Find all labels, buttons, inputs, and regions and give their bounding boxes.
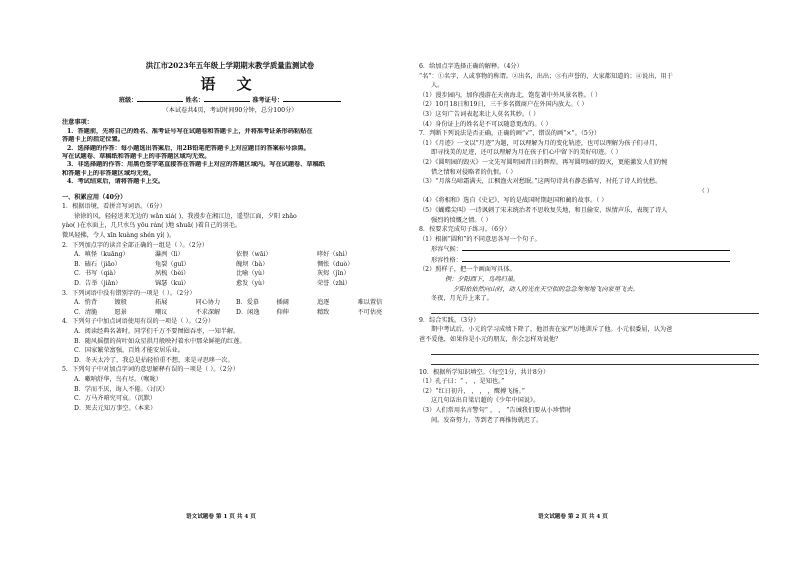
- question-4-option: B．随风摇摆的荷叶如众星拱月般映衬着水中那朵鲜艳的红莲。: [74, 337, 246, 345]
- question-9-text: 爸不爱他，如果你是小元的朋友，你会怎样劝说他？: [419, 336, 562, 344]
- question-7-stem: 7．判断下列说法是否正确，正确的画“√”，错误的画“×”。（5分）: [419, 130, 601, 138]
- note-line: 3．非选择题的作答：用黑色签字笔直接答在答题卡上对应的答题区域内。写在试题卷、草稿纸: [67, 161, 325, 169]
- answer-line[interactable]: [431, 345, 759, 355]
- page-2: [419, 62, 763, 425]
- question-5-stem: 5．下列句子中对加点字词的意思解释有误的一项是（ ）。（2分）: [62, 366, 239, 374]
- question-6-item: （2）10月18日和19日，三千多名微商户在外国内放大。（ ）: [419, 101, 588, 109]
- answer-line-climate: 形容气候：: [419, 244, 763, 255]
- answer-line-character: 形容性格：: [419, 255, 763, 266]
- question-2-option-row: D．告举（jiǎn） 锦瑟（kuì） 愈发（yù） 荣誉（zhì）: [74, 279, 351, 287]
- question-5-option: A．嗽呐舒华，鸟有尽。（喉咙）: [74, 375, 162, 383]
- question-7-item: （2）《圆明园的毁灭》一文先写圆明园昔日的辉煌，再写圆明园的毁灭，更能激发人们的惋: [419, 158, 668, 166]
- question-6-definitions: 人。: [431, 82, 444, 90]
- note-line: 答题卡上的指定位置。: [62, 136, 124, 144]
- question-7-item: 即寻找美的足迹，还可以理解为月在孩子们心中留下的美好印迹。（ ）: [431, 149, 622, 157]
- question-10-item: （1）孔子曰：“ ， ，是知也。”: [419, 378, 505, 386]
- example-sentence: 例：夕阳西下，鸟鸣归巢。: [445, 276, 520, 284]
- note-line: 4．考试结束后，请将答题卡上交。: [67, 178, 165, 186]
- question-9-stem: 9．综合实践。（3分）: [419, 316, 480, 324]
- question-4-option: A．阅读经典名著时，同学们千万不要囫囵吞枣，一知半解。: [74, 327, 240, 335]
- page-2-footer: 语文试题卷 第 2 页 共 4 页: [538, 514, 608, 520]
- example-prompt: 冬夜，月光升上来了。: [431, 295, 493, 303]
- question-7-item: （5）《蝴蝶尖叫》一诗讽刺了宋末统治者不思收复失地，和且偷安、纵情声乐，表现了诗人: [419, 206, 668, 214]
- id-blank[interactable]: [283, 95, 341, 102]
- note-line: 和答题卡上的非答题区域均无效。: [62, 169, 155, 177]
- name-blank[interactable]: [204, 95, 250, 102]
- question-8-sub: （1）根据“圆和”的不同意思各写一个句子。: [419, 235, 541, 243]
- question-5-option: C．万马齐喑究可哀。（沉默）: [74, 395, 157, 403]
- question-6-definitions: “名”：①名字，人或事物的称谓。②出名，出出；③有声誉的，大家都知道的；④说出，用于: [419, 72, 673, 80]
- question-10-item: 这几句话出自梁启超的《少年中国说》。: [431, 397, 540, 405]
- notes-heading: 注意事项：: [62, 119, 93, 127]
- question-2-stem: 2．下列加点字的读音全部正确的一组是（ ）。（2分）: [62, 241, 208, 249]
- question-2-option-row: A．嗔怪（kuāng） 瀑洌（lì） 依偎（wāi） 哮好（shì）: [74, 251, 351, 259]
- question-3-option-row: C．清脆 愿景 嘲议 不求深解 D．闲逸 仰伸 精致 不可估亮: [74, 308, 383, 316]
- question-5-option: D．死去元知万事空。（本来）: [74, 404, 157, 412]
- question-6-item: （4）身份证上的姓名是不可以随意更改的。（ ）: [419, 120, 552, 128]
- example-sentence: 夕阳依依然向山时，动人的光在天空似的急急匆匆地飞向家里飞去。: [453, 285, 639, 293]
- question-3-option-row: A．悄背 镀般 拓展 同心协力 B．爱慕 插阔 追逐 难以置信: [74, 299, 383, 307]
- question-4-option: C．国家繁荣富强，百姓才能安居乐业。: [74, 347, 184, 355]
- question-6-item: （3）这句广告词表起来让人莫名其妙。（ ）: [419, 110, 540, 118]
- info-note: （本试卷共4页，考试时间90分钟，总分100分）: [162, 106, 298, 114]
- answer-blank[interactable]: [462, 244, 730, 251]
- question-2-option-row: B．磕石（jiāo） 龟裂（guī） 魄坝（bà） 惆怅（duò）: [74, 260, 354, 268]
- answer-blank[interactable]: [462, 255, 730, 262]
- question-10-stem: 10．根据所学知识填空。（每空1分，共计8分）: [419, 368, 550, 376]
- question-10-item: （3）人们常用名言警句“ ， ， ”告诫我们要从小珍惜时: [419, 407, 572, 414]
- page-1: [62, 58, 398, 413]
- question-5-option: B．学而不厌，诲人不倦。（讨厌）: [74, 385, 169, 393]
- question-10-item: 间。发奋努力，等到老了再推悔就迟了。: [431, 416, 543, 424]
- question-10-item: （2）“红日初升， ， ， ，鹰搏飞扬。”: [419, 387, 525, 395]
- question-7-item: （1）《月迹》一文以“月迹”为题，可以理解为月的变化轨迹，也可以理解为孩子们寻月，: [419, 139, 662, 147]
- page-1-footer: 语文试题卷 第 1 页 共 4 页: [186, 514, 256, 520]
- note-line: 2．选择题的作答：每小题选出答案后，用2B铅笔把答题卡上对应题目的答案标号涂黑。: [67, 144, 310, 152]
- question-8-sub: （2）照样子，把一个画面写具体。: [419, 266, 516, 274]
- subject-title: 语 文: [200, 75, 260, 93]
- answer-line[interactable]: [431, 304, 759, 314]
- question-1-stem: 1．根据语境，看拼音写词语。（6分）: [62, 203, 166, 211]
- question-7-item: （4）《将相和》选自《史记》，写的是战国时期赵国和蔺的故事。（ ）: [419, 197, 608, 205]
- question-8-stem: 8．按要求完成句子练习。（6分）: [419, 226, 511, 234]
- question-7-item: 惜之情和对侵略者的仇恨。（ ）: [431, 168, 517, 176]
- student-info-line: 班级： 姓名： 准考证号：: [62, 95, 398, 106]
- question-6-item: （1）漫步园内，加你漫游在天南海北，饱览著中外风景名胜。（ ）: [419, 91, 602, 99]
- question-4-stem: 4．下列句子中加点词语使用有误的一项是（ ）。（2分）: [62, 318, 215, 326]
- question-9-text: 期中考试后，小元的学习成绩下降了，他沮丧在家严厉地训斥了他。小元很委屈，认为爸: [431, 326, 673, 334]
- note-line: 写在试题卷、草稿纸和答题卡上的非答题区域均无效。: [62, 153, 211, 160]
- section-heading: 一、积累应用（40分）: [62, 193, 127, 201]
- answer-line[interactable]: [431, 355, 759, 365]
- exam-title: 洪江市2023年五年级上学期期末教学质量监测试卷: [145, 61, 315, 70]
- question-1-text: yào( )在水面上，几只水鸟 yōu rán( )地 shuā( )着自己的羽毛。: [62, 222, 242, 230]
- question-6-stem: 6．给加点字选择正确的解释。（4分）: [419, 63, 523, 70]
- class-blank[interactable]: [137, 95, 183, 102]
- note-line: 1．答题前，先将自己的姓名、准考证号写在试题卷和答题卡上，并将准考证条形码粘贴在: [67, 127, 313, 135]
- question-7-item: 强烈的愤慨之情。（ ）: [431, 216, 492, 224]
- question-7-item: （ ）: [698, 187, 713, 195]
- question-7-item: （3）“月落乌啼霜满天，江枫渔火对愁眠。”这两句诗共有静态描写，衬托了诗人的忧愁。: [419, 178, 662, 186]
- question-2-option-row: C．书写（qià） 夙梳（bèi） 比喻（yù） 灰烬（jǐn）: [74, 270, 350, 278]
- question-3-stem: 3．下列词语中没有错别字的一项是（ ）。（2分）: [62, 289, 196, 297]
- question-4-option: D．冬天太冷了，我总是拈轻怕重不想，来是寻思哆一次。: [74, 356, 234, 364]
- question-1-text: 徐徐的风，轻轻送来无边的 wǎn xiá( )，我漫步在湘江边，遥望江面，夕阳 zhǎo: [74, 212, 297, 220]
- question-1-text: 微风轻拂，令人 xīn kuàng shén yí( )。: [62, 232, 176, 239]
